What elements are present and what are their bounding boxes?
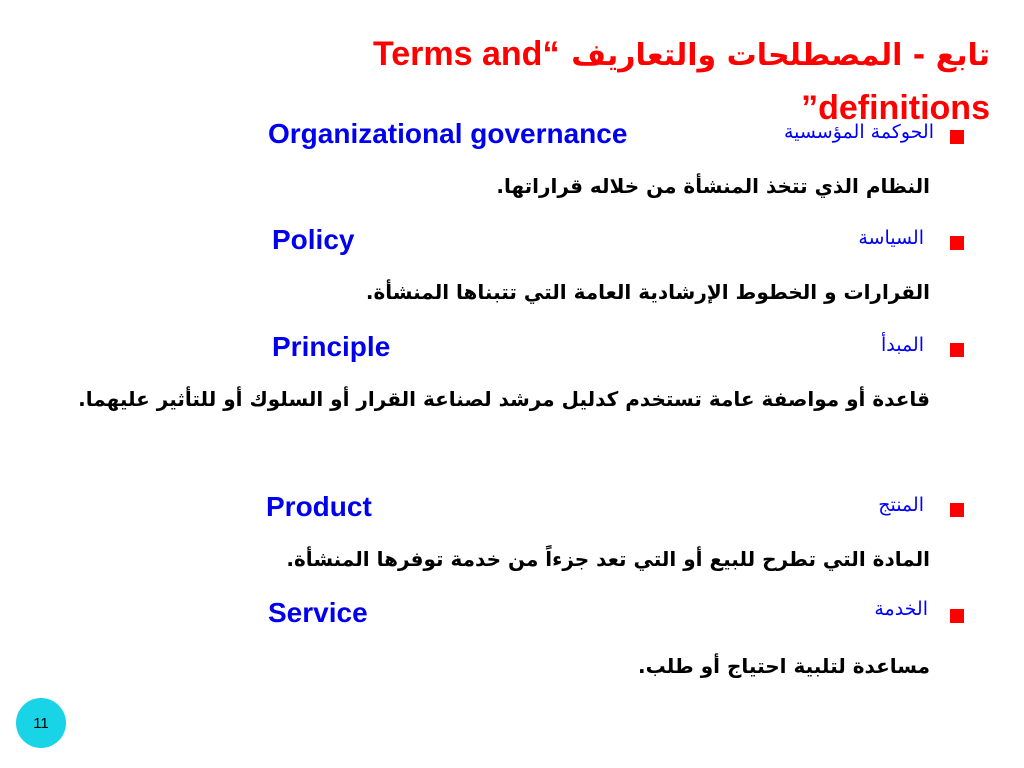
bullet-square-icon [950,343,964,357]
slide-title-english: “Terms and definitions” [373,35,990,127]
term-english: Service [268,597,368,628]
term-english: Product [266,491,372,522]
bullet-square-icon [950,130,964,144]
term-arabic: السياسة [858,227,924,249]
slide-title-arabic: تابع - المصطلحات والتعاريف [571,38,990,73]
term-definition: قاعدة أو مواصفة عامة تستخدم كدليل مرشد لصناعة القرار أو السلوك أو للتأثير عليهما. [78,387,930,411]
term-arabic: الخدمة [874,598,928,620]
bullet-square-icon [950,503,964,517]
term-definition: مساعدة لتلبية احتياج أو طلب. [638,654,930,678]
term-definition: المادة التي تطرح للبيع أو التي تعد جزءاً من خدمة توفرها المنشأة. [286,547,930,571]
term-arabic: المبدأ [880,334,924,356]
term-definition: النظام الذي تتخذ المنشأة من خلاله قراراتها. [496,174,930,198]
term-arabic: المنتج [878,494,924,516]
term-english: Policy [272,224,355,255]
term-arabic: الحوكمة المؤسسية [783,121,934,143]
bullet-square-icon [950,236,964,250]
term-english: Organizational governance [268,118,628,149]
term-definition: القرارات و الخطوط الإرشادية العامة التي تتبناها المنشأة. [365,280,930,304]
page-number-badge: 11 [16,698,66,748]
bullet-square-icon [950,609,964,623]
term-english: Principle [272,331,391,362]
